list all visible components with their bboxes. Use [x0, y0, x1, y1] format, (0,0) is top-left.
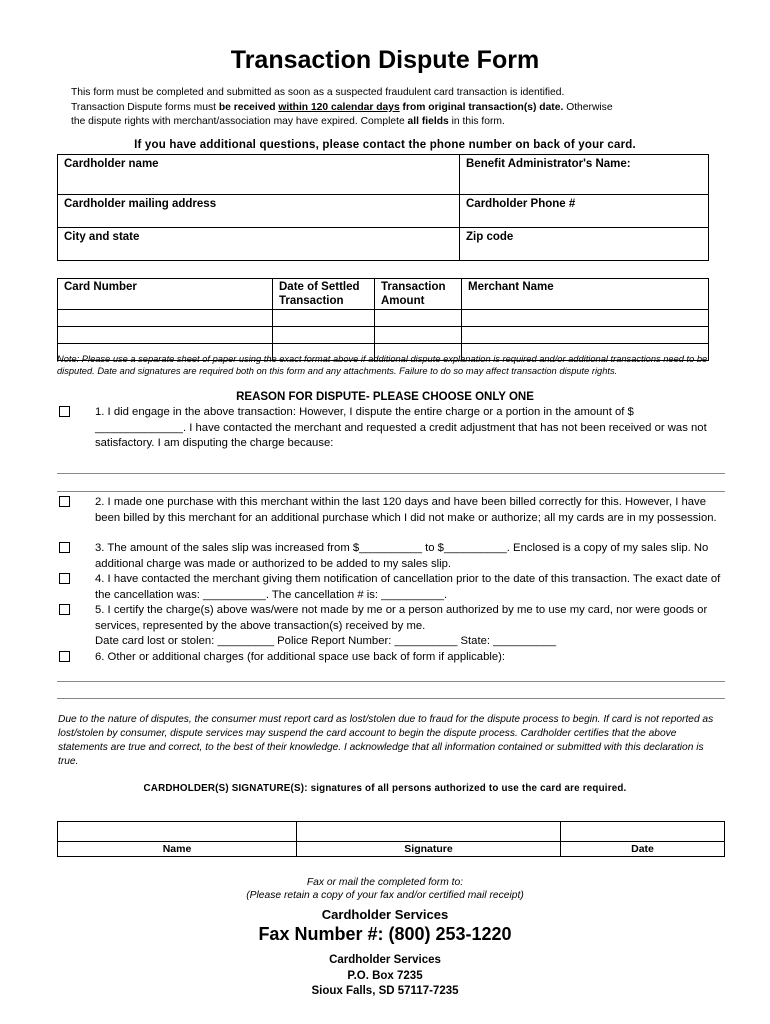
option-4-text: 4. I have contacted the merchant giving them notification of cancellation prior to the date of this transaction. The exact date of the cancellation was: __________. The cancellation # is: __________.	[95, 573, 721, 601]
mailing-address: Cardholder Services P.O. Box 7235 Sioux Falls, SD 57117-7235	[311, 954, 459, 997]
option-6-text: 6. Other or additional charges (for additional space use back of form if applicable):	[95, 651, 506, 663]
option-3-text: 3. The amount of the sales slip was increased from $__________ to $__________. Enclosed is a copy of my sales slip. No additional charge was made or authorized to be added to my sales slip.	[95, 542, 709, 570]
signature-entry[interactable]	[297, 822, 561, 842]
disclaimer: Due to the nature of disputes, the consumer must report card as lost/stolen due to fraud for the dispute process to begin. If card is not reported as lost/stolen by consumer, dispute services may suspend the card account to begin the dispute process. Cardholder certifies that the above statements are true and correct, to the best of their knowledge. I acknowledge that all information contained or submitted with this declaration is true.	[58, 714, 714, 767]
name-entry[interactable]	[58, 822, 297, 842]
intro-paragraph	[71, 86, 711, 130]
fax-instructions: Fax or mail the completed form to: (Please retain a copy of your fax and/or certified mail receipt)	[246, 877, 524, 901]
phone-field[interactable]: Cardholder Phone #	[460, 195, 709, 228]
intro-line-3: the dispute rights with merchant/association may have expired. Complete all fields in this form.	[71, 116, 505, 128]
cardholder-info-table	[57, 154, 709, 261]
option-1-checkbox[interactable]	[59, 406, 70, 417]
reason-heading: REASON FOR DISPUTE- PLEASE CHOOSE ONLY ONE	[236, 391, 534, 403]
option-5-details: Date card lost or stolen: _________ Police Report Number: __________ State: __________	[95, 635, 556, 648]
attachment-note: Note: Please use a separate sheet of paper using the exact format above if additional dispute explanation is required and/or additional transactions need to be disputed. Date and signatures are required both on this form and any attachments. Failure to do so may affect transaction dispute rights.	[57, 354, 708, 376]
option-3-checkbox[interactable]	[59, 542, 70, 553]
date-label: Date	[561, 842, 725, 857]
services-heading: Cardholder Services	[321, 907, 449, 922]
signature-table	[57, 821, 725, 857]
city-state-field[interactable]: City and state	[58, 228, 460, 261]
fax-number: Fax Number #: (800) 253-1220	[258, 924, 512, 944]
option-1-text: 1. I did engage in the above transaction: However, I dispute the entire charge or a portion in the amount of $ ______________. I have contacted the merchant and requested a credit adjustment that has not been received or was not satisfactory. I am disputing the charge because:	[95, 406, 707, 450]
form-title: Transaction Dispute Form	[230, 46, 540, 74]
answer-line[interactable]	[57, 491, 725, 492]
option-5-text: 5. I certify the charge(s) above was/were not made by me or a person authorized by me to use my card, nor were goods or services, represented by the above transaction(s) received by me. Date card lost or stolen: _________ Police Report Number: __________ State: __________	[95, 603, 725, 650]
table-row[interactable]	[58, 327, 709, 344]
col-date-settled: Date of Settled Transaction	[273, 279, 375, 310]
date-entry[interactable]	[561, 822, 725, 842]
signature-label: Signature	[297, 842, 561, 857]
table-row[interactable]	[58, 310, 709, 327]
transaction-table	[57, 278, 709, 361]
option-2-checkbox[interactable]	[59, 496, 70, 507]
answer-line[interactable]	[57, 698, 725, 699]
name-label: Name	[58, 842, 297, 857]
col-card-number: Card Number	[58, 279, 273, 310]
option-5-checkbox[interactable]	[59, 604, 70, 615]
zip-field[interactable]: Zip code	[460, 228, 709, 261]
signature-requirement: CARDHOLDER(S) SIGNATURE(S): signatures of all persons authorized to use the card are required.	[143, 783, 627, 794]
intro-line-1: This form must be completed and submitted as soon as a suspected fraudulent card transaction is identified.	[71, 87, 565, 98]
table-header-row	[58, 279, 709, 310]
option-4-checkbox[interactable]	[59, 573, 70, 584]
mailing-address-field[interactable]: Cardholder mailing address	[58, 195, 460, 228]
col-merchant-name: Merchant Name	[462, 279, 709, 310]
option-2-text: 2. I made one purchase with this merchant within the last 120 days and have been billed correctly for this. However, I have been billed by this merchant for an additional purchase which I did not make or authorize; all my cards are in my possession.	[95, 496, 717, 524]
answer-line[interactable]	[57, 681, 725, 682]
benefit-admin-field[interactable]: Benefit Administrator's Name:	[460, 155, 709, 195]
questions-note: If you have additional questions, please contact the phone number on back of your card.	[134, 139, 636, 151]
intro-line-2: Transaction Dispute forms must be received within 120 calendar days from original transaction(s) date. Otherwise	[71, 101, 613, 113]
option-6-checkbox[interactable]	[59, 651, 70, 662]
answer-line[interactable]	[57, 473, 725, 474]
col-amount: Transaction Amount	[375, 279, 462, 310]
cardholder-name-field[interactable]: Cardholder name	[58, 155, 460, 195]
